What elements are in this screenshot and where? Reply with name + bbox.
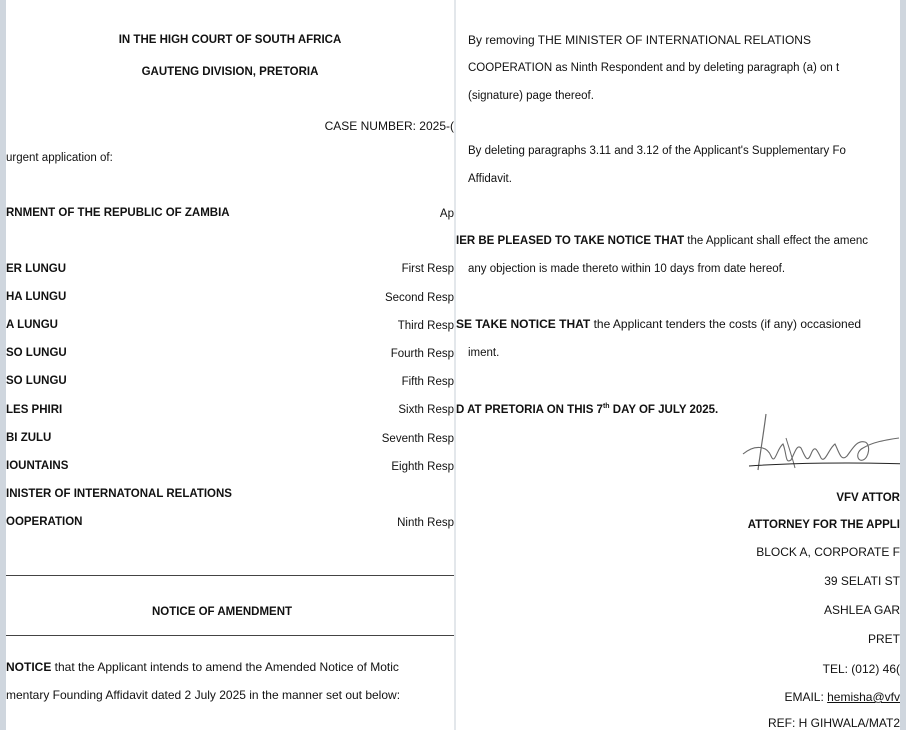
respondent-6-role: Sixth Resp [398,404,454,416]
document-page-right [456,0,900,730]
notice-body-line1 [6,660,399,674]
respondent-9-name-line2: OOPERATION [6,516,83,528]
respondent-7-role: Seventh Resp [381,433,454,445]
dated-ordinal: th [602,403,610,411]
case-number: CASE NUMBER: 2025-( [324,119,454,133]
application-of-label: urgent application of: [6,152,113,164]
address-line1: BLOCK A, CORPORATE F [756,545,900,559]
respondent-2-name: HA LUNGU [6,291,67,303]
address-line4: PRET [867,632,900,646]
notice-keyword: NOTICE [6,660,52,674]
signature-image [731,408,900,488]
court-heading: IN THE HIGH COURT OF SOUTH AFRICA [118,34,342,46]
attorney-for: ATTORNEY FOR THE APPLI [747,519,900,531]
respondent-8-name: IOUNTAINS [6,460,69,472]
respondent-8-role: Eighth Resp [391,461,454,473]
dated-text: D AT PRETORIA ON THIS 7 [456,404,603,416]
para2-line2: Affidavit. [468,173,512,185]
respondent-9-role: Ninth Resp [397,517,454,529]
para3-line1 [456,234,868,248]
telephone: TEL: (012) 46( [822,662,900,676]
viewer-right-edge [900,0,906,730]
notice-body-line2: mentary Founding Affidavit dated 2 July 2025 in the manner set out below: [6,688,401,702]
document-page-left [6,0,454,730]
divider-top [6,575,454,576]
notice-title: NOTICE OF AMENDMENT [151,606,293,618]
respondent-7-name: BI ZULU [6,432,52,444]
respondent-1-name: ER LUNGU [6,263,67,275]
respondent-3-name: A LUNGU [6,319,58,331]
respondent-2-role: Second Resp [384,292,454,304]
para1-line2: COOPERATION as Ninth Respondent and by deleting paragraph (a) on t [468,62,840,74]
address-line2: 39 SELATI ST [824,574,900,588]
firm-name: VFV ATTOR [836,492,900,504]
respondent-6-name: LES PHIRI [6,404,63,416]
para4-line2: iment. [468,347,500,359]
applicant-role: Ap [439,208,454,220]
court-division: GAUTENG DIVISION, PRETORIA [141,66,319,78]
para3-keyword: IER BE PLEASED TO TAKE NOTICE THAT [456,235,685,247]
para1-line1: By removing THE MINISTER OF INTERNATIONAL RELATIONS [468,33,811,47]
address-line3: ASHLEA GAR [823,603,900,617]
dated-line [456,403,718,417]
para2-line1: By deleting paragraphs 3.11 and 3.12 of the Applicant's Supplementary Fo [468,145,846,157]
dated-text-end: DAY OF JULY 2025. [609,404,719,416]
notice-body-line1-text: that the Applicant intends to amend the Amended Notice of Motic [51,660,399,674]
reference: REF: H GIHWALA/MAT2 [767,716,900,730]
applicant-name: RNMENT OF THE REPUBLIC OF ZAMBIA [6,207,230,219]
respondent-3-role: Third Resp [397,320,454,332]
para4-line1 [456,317,861,331]
para4-line1-text: the Applicant tenders the costs (if any) occasioned [590,317,862,331]
respondent-9-name-line1: INISTER OF INTERNATONAL RELATIONS [6,488,232,500]
para3-line2: any objection is made thereto within 10 days from date hereof. [468,263,786,275]
email-label: EMAIL: [784,690,828,704]
divider-bottom [6,635,454,636]
para3-line1-text: the Applicant shall effect the amenc [684,235,869,247]
email-line [784,690,900,704]
email-link[interactable]: hemisha@vfv [827,690,900,704]
respondent-4-name: SO LUNGU [6,347,67,359]
respondent-5-name: SO LUNGU [6,375,67,387]
respondent-5-role: Fifth Resp [401,376,454,388]
para1-line3: (signature) page thereof. [468,90,594,102]
respondent-4-role: Fourth Resp [390,348,454,360]
respondent-1-role: First Resp [401,263,454,275]
para4-keyword: SE TAKE NOTICE THAT [456,317,591,331]
